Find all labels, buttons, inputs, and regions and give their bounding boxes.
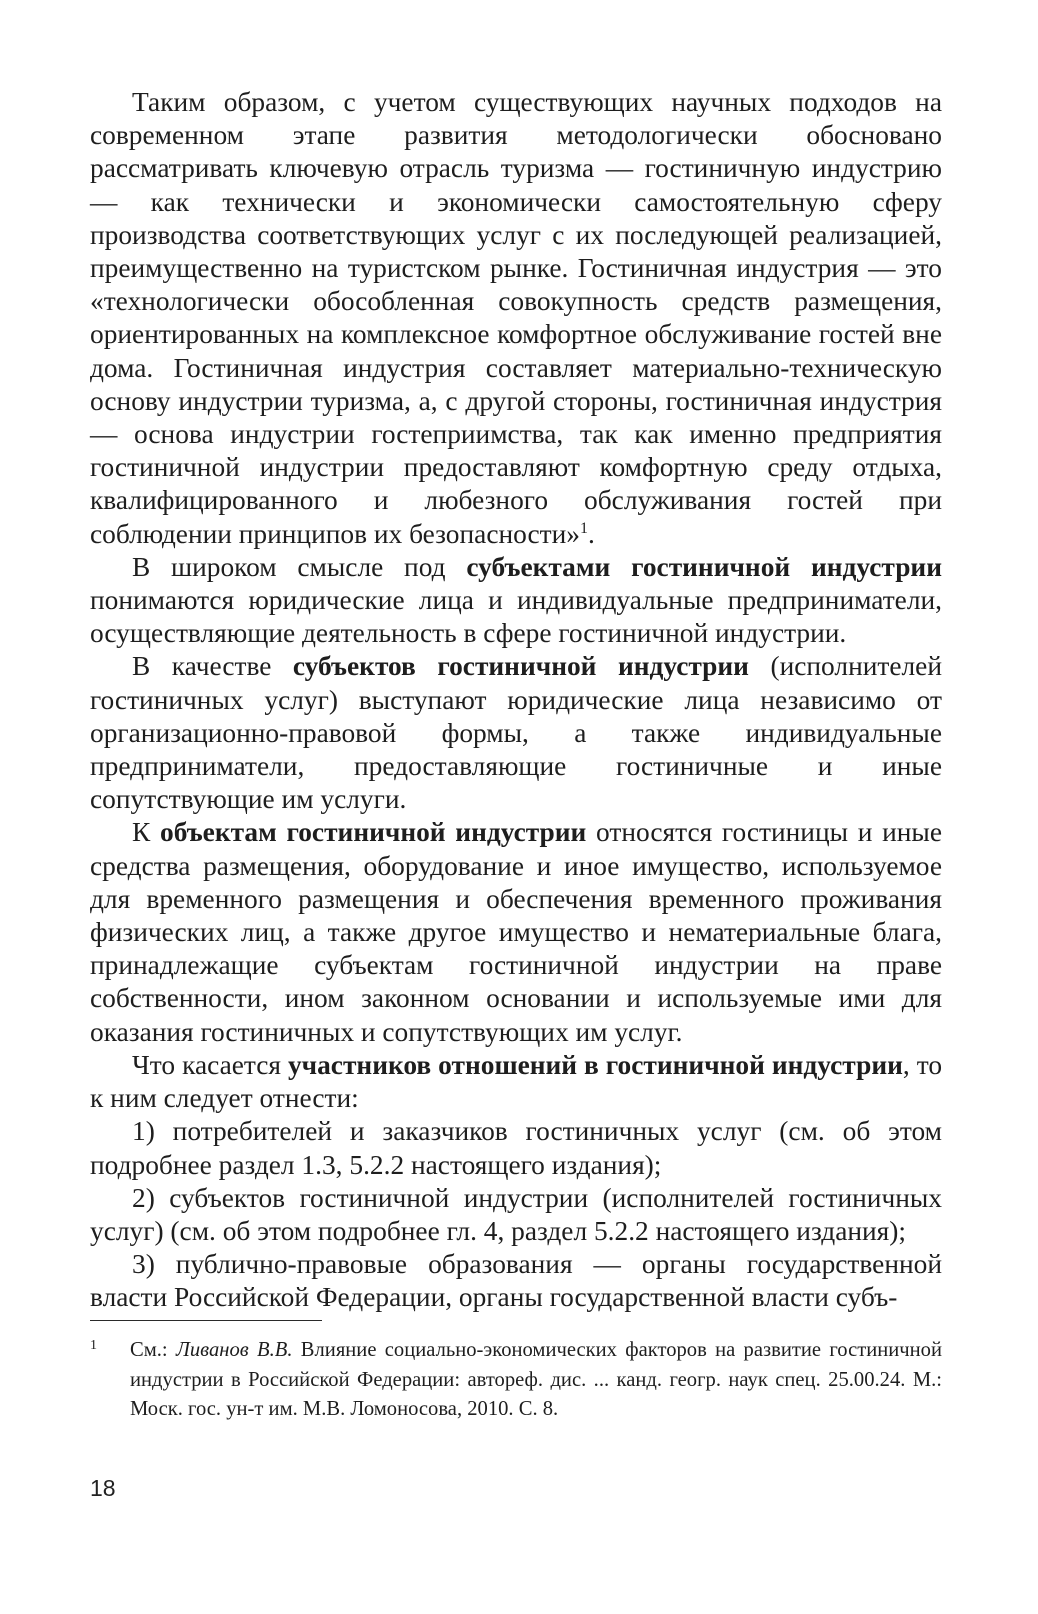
text-run: В качестве [132,651,293,682]
paragraph [90,1049,942,1115]
body-text [90,86,942,1315]
text-run: Таким образом, с учетом существующих научных подходов на современном этапе развития методологически обосновано рассматривать ключевую отрасль туризма — гостиничную индустрию — как технически и экономически самостоятельную сферу производства соответствующих услуг с их последующей реализацией, преимущественно на туристском рынке. Гостиничная индустрия — это «технологически обособленная совокупность средств размещения, ориентированных на комплексное комфортное обслуживание гостей вне дома. Гостиничная индустрия составляет материально-техническую основу индустрии туризма, а, с другой стороны, гостиничная индустрия — основа индустрии гостеприимства, так как именно предприятия гостиничной индустрии предоставляют комфортную среду отдыха, квалифицированного и любезного обслуживания гостей при соблюдении принципов их безопасности» [90,87,942,549]
paragraph [90,86,942,551]
text-run: Что касается [132,1049,288,1080]
footnote [90,1336,942,1425]
paragraph [90,1182,942,1248]
footnote-marker: 1 [90,1338,97,1353]
paragraph [90,1115,942,1181]
text-run: К [132,817,160,848]
text-run: (исполнителей гостиничных услуг) выступают юридические лица независимо от организационно-правовой формы, а также индивидуальные предприниматели, предоставляющие гостиничные и иные сопутствующие им услуги. [90,651,942,815]
page-number: 18 [90,1475,116,1501]
footnote-reference: 1 [580,519,588,537]
footnote-author: Ливанов В.В. [175,1339,293,1361]
paragraph [90,650,942,816]
bold-term: субъектами гостиничной индустрии [466,551,942,582]
text-run: 1) потребителей и заказчиков гостиничных услуг (см. об этом подробнее раздел 1.3, 5.2.2 настоящего издания); [90,1116,942,1180]
text-run: 3) публично-правовые образования — органы государственной власти Российской Федерации, органы государственной власти субъ- [90,1249,942,1313]
text-run: 2) субъектов гостиничной индустрии (исполнителей гостиничных услуг) (см. об этом подробнее гл. 4, раздел 5.2.2 настоящего издания); [90,1182,942,1246]
footnote-body: Влияние социально-экономических факторов на развитие гостиничной индустрии в Российской Федерации: автореф. дис. ... канд. геогр. наук спец. 25.00.24. М.: Моск. гос. ун-т им. М.В. Ломоносова, 2010. С. 8. [130,1339,942,1421]
text-run: понимаются юридические лица и индивидуальные предприниматели, осуществляющие деятельность в сфере гостиничной индустрии. [90,585,942,649]
footnote-prefix: См.: [130,1339,176,1361]
text-run: . [588,518,595,549]
footnote-text [130,1336,942,1425]
text-run: относятся гостиницы и иные средства размещения, оборудование и иное имущество, используемое для временного размещения и обеспечения временного проживания физических лиц, а также другое имущество и нематериальные блага, принадлежащие субъектам гостиничной индустрии на праве собственности, ином законном основании и используемые ими для оказания гостиничных и сопутствующих им услуг. [90,817,942,1047]
paragraph [90,1248,942,1314]
footnote-separator [90,1320,322,1321]
paragraph [90,816,942,1048]
bold-term: участников отношений в гостиничной индустрии [287,1049,903,1080]
paragraph [90,551,942,651]
text-run: , то к ним следует отнести: [90,1049,943,1114]
bold-term: субъектов гостиничной индустрии [292,651,749,682]
text-run: В широком смысле под [132,551,467,582]
bold-term: объектам гостиничной индустрии [160,817,587,848]
